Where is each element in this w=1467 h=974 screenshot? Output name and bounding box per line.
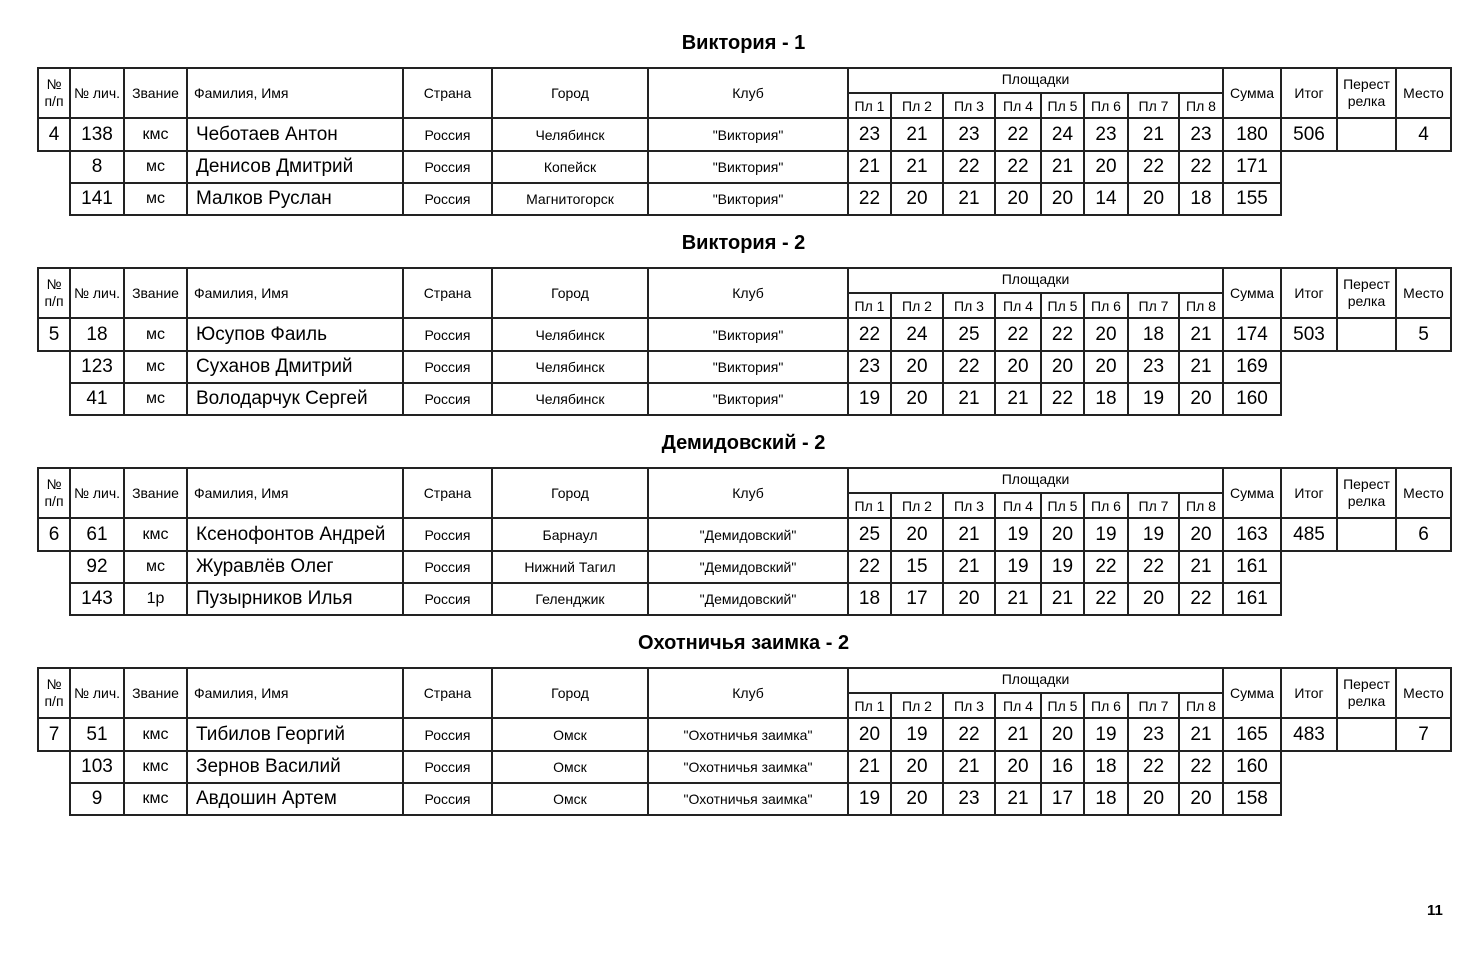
member-score-pl-1: 19 — [847, 382, 892, 416]
member-name: Денисов Дмитрий — [186, 150, 404, 184]
member-score-pl-1: 19 — [847, 782, 892, 816]
header-pp: № п/п — [37, 267, 71, 319]
member-score-pl-3: 21 — [942, 382, 996, 416]
member-score-pl-6: 22 — [1083, 550, 1129, 584]
member-zvanie: кмс — [123, 117, 188, 152]
member-score-pl-6: 20 — [1083, 350, 1129, 384]
member-name: Юсупов Фаиль — [186, 317, 404, 352]
header-pl-5: Пл 5 — [1040, 692, 1085, 719]
header-pl-4: Пл 4 — [994, 492, 1042, 519]
header-pl-1: Пл 1 — [847, 92, 892, 119]
member-score-pl-1: 20 — [847, 717, 892, 752]
header-pl-1: Пл 1 — [847, 492, 892, 519]
header-pl-1: Пл 1 — [847, 292, 892, 319]
member-score-pl-3: 21 — [942, 517, 996, 552]
member-score-pl-4: 19 — [994, 517, 1042, 552]
member-strana: Россия — [402, 382, 493, 416]
member-score-pl-7: 23 — [1127, 717, 1180, 752]
header-mesto: Место — [1395, 467, 1452, 519]
team-pp: 4 — [37, 117, 71, 152]
header-itog: Итог — [1280, 67, 1338, 119]
header-pp: № п/п — [37, 667, 71, 719]
member-score-pl-5: 20 — [1040, 517, 1085, 552]
member-score-pl-6: 19 — [1083, 717, 1129, 752]
member-score-pl-3: 21 — [942, 550, 996, 584]
member-score-pl-5: 22 — [1040, 382, 1085, 416]
member-score-pl-8: 21 — [1178, 550, 1224, 584]
member-score-pl-3: 23 — [942, 782, 996, 816]
member-score-pl-3: 25 — [942, 317, 996, 352]
member-klub: "Демидовский" — [647, 550, 849, 584]
team-mesto: 5 — [1395, 317, 1452, 352]
member-strana: Россия — [402, 582, 493, 616]
member-strana: Россия — [402, 350, 493, 384]
member-score-pl-8: 20 — [1178, 782, 1224, 816]
team-perestrelka — [1336, 117, 1397, 152]
member-name: Ксенофонтов Андрей — [186, 517, 404, 552]
member-lich: 51 — [69, 717, 125, 752]
member-strana: Россия — [402, 782, 493, 816]
member-score-pl-8: 22 — [1178, 150, 1224, 184]
header-gorod: Город — [491, 267, 649, 319]
header-pl-7: Пл 7 — [1127, 492, 1180, 519]
header-pl-3: Пл 3 — [942, 92, 996, 119]
member-summa: 180 — [1222, 117, 1282, 152]
header-ploshchadki: Площадки — [847, 67, 1224, 94]
header-pl-4: Пл 4 — [994, 292, 1042, 319]
team-itog: 506 — [1280, 117, 1338, 152]
member-klub: "Виктория" — [647, 317, 849, 352]
header-pl-6: Пл 6 — [1083, 292, 1129, 319]
member-name: Тибилов Георгий — [186, 717, 404, 752]
member-score-pl-4: 22 — [994, 150, 1042, 184]
member-klub: "Виктория" — [647, 382, 849, 416]
header-summa: Сумма — [1222, 467, 1282, 519]
member-score-pl-6: 20 — [1083, 317, 1129, 352]
member-score-pl-3: 22 — [942, 350, 996, 384]
member-score-pl-3: 21 — [942, 750, 996, 784]
team-mesto: 4 — [1395, 117, 1452, 152]
member-lich: 8 — [69, 150, 125, 184]
header-itog: Итог — [1280, 667, 1338, 719]
member-lich: 9 — [69, 782, 125, 816]
member-score-pl-4: 21 — [994, 382, 1042, 416]
header-gorod: Город — [491, 467, 649, 519]
header-zvanie: Звание — [123, 467, 188, 519]
header-pl-7: Пл 7 — [1127, 692, 1180, 719]
member-score-pl-2: 15 — [890, 550, 944, 584]
member-lich: 61 — [69, 517, 125, 552]
member-zvanie: 1р — [123, 582, 188, 616]
header-mesto: Место — [1395, 67, 1452, 119]
member-score-pl-6: 22 — [1083, 582, 1129, 616]
member-zvanie: мс — [123, 350, 188, 384]
member-name: Малков Руслан — [186, 182, 404, 216]
member-score-pl-5: 22 — [1040, 317, 1085, 352]
header-summa: Сумма — [1222, 267, 1282, 319]
member-score-pl-2: 17 — [890, 582, 944, 616]
member-summa: 160 — [1222, 750, 1282, 784]
member-zvanie: кмс — [123, 782, 188, 816]
member-score-pl-6: 23 — [1083, 117, 1129, 152]
member-score-pl-7: 21 — [1127, 117, 1180, 152]
header-ploshchadki: Площадки — [847, 267, 1224, 294]
member-gorod: Омск — [491, 782, 649, 816]
header-pl-6: Пл 6 — [1083, 492, 1129, 519]
member-strana: Россия — [402, 750, 493, 784]
member-score-pl-4: 20 — [994, 750, 1042, 784]
member-lich: 18 — [69, 317, 125, 352]
member-score-pl-1: 22 — [847, 550, 892, 584]
member-summa: 174 — [1222, 317, 1282, 352]
member-klub: "Демидовский" — [647, 517, 849, 552]
team-itog: 485 — [1280, 517, 1338, 552]
member-score-pl-6: 18 — [1083, 750, 1129, 784]
member-score-pl-7: 18 — [1127, 317, 1180, 352]
member-klub: "Виктория" — [647, 150, 849, 184]
page-number: 11 — [1427, 902, 1443, 919]
header-klub: Клуб — [647, 667, 849, 719]
header-mesto: Место — [1395, 667, 1452, 719]
member-score-pl-3: 21 — [942, 182, 996, 216]
header-pl-5: Пл 5 — [1040, 292, 1085, 319]
member-score-pl-7: 22 — [1127, 750, 1180, 784]
header-pl-3: Пл 3 — [942, 292, 996, 319]
member-score-pl-2: 19 — [890, 717, 944, 752]
member-score-pl-4: 21 — [994, 717, 1042, 752]
member-score-pl-7: 22 — [1127, 550, 1180, 584]
member-gorod: Магнитогорск — [491, 182, 649, 216]
member-name: Зернов Василий — [186, 750, 404, 784]
member-name: Володарчук Сергей — [186, 382, 404, 416]
member-score-pl-8: 18 — [1178, 182, 1224, 216]
header-name: Фамилия, Имя — [186, 467, 404, 519]
header-pl-3: Пл 3 — [942, 692, 996, 719]
header-klub: Клуб — [647, 67, 849, 119]
member-score-pl-8: 22 — [1178, 582, 1224, 616]
member-zvanie: кмс — [123, 517, 188, 552]
member-score-pl-3: 22 — [942, 150, 996, 184]
member-klub: "Виктория" — [647, 350, 849, 384]
header-klub: Клуб — [647, 267, 849, 319]
header-pl-4: Пл 4 — [994, 692, 1042, 719]
member-score-pl-7: 20 — [1127, 582, 1180, 616]
member-lich: 138 — [69, 117, 125, 152]
member-strana: Россия — [402, 550, 493, 584]
header-perestrelka: Перест релка — [1336, 667, 1397, 719]
member-strana: Россия — [402, 317, 493, 352]
member-score-pl-8: 21 — [1178, 350, 1224, 384]
member-score-pl-6: 20 — [1083, 150, 1129, 184]
member-zvanie: кмс — [123, 717, 188, 752]
header-pl-6: Пл 6 — [1083, 92, 1129, 119]
member-summa: 163 — [1222, 517, 1282, 552]
member-score-pl-5: 20 — [1040, 182, 1085, 216]
header-name: Фамилия, Имя — [186, 667, 404, 719]
team-itog: 503 — [1280, 317, 1338, 352]
header-strana: Страна — [402, 67, 493, 119]
member-score-pl-8: 20 — [1178, 517, 1224, 552]
member-klub: "Виктория" — [647, 182, 849, 216]
team-title: Виктория - 1 — [681, 32, 806, 54]
member-gorod: Челябинск — [491, 117, 649, 152]
header-strana: Страна — [402, 667, 493, 719]
member-score-pl-2: 20 — [890, 182, 944, 216]
team-perestrelka — [1336, 317, 1397, 352]
member-strana: Россия — [402, 717, 493, 752]
member-summa: 171 — [1222, 150, 1282, 184]
member-name: Чеботаев Антон — [186, 117, 404, 152]
header-pp: № п/п — [37, 67, 71, 119]
member-zvanie: мс — [123, 382, 188, 416]
member-score-pl-4: 21 — [994, 582, 1042, 616]
member-zvanie: мс — [123, 550, 188, 584]
member-score-pl-2: 21 — [890, 117, 944, 152]
member-zvanie: кмс — [123, 750, 188, 784]
member-gorod: Копейск — [491, 150, 649, 184]
member-score-pl-5: 19 — [1040, 550, 1085, 584]
member-score-pl-2: 24 — [890, 317, 944, 352]
header-pl-2: Пл 2 — [890, 92, 944, 119]
member-lich: 92 — [69, 550, 125, 584]
header-pp: № п/п — [37, 467, 71, 519]
member-score-pl-4: 21 — [994, 782, 1042, 816]
member-lich: 143 — [69, 582, 125, 616]
member-strana: Россия — [402, 182, 493, 216]
member-score-pl-4: 20 — [994, 350, 1042, 384]
member-lich: 41 — [69, 382, 125, 416]
header-pl-5: Пл 5 — [1040, 92, 1085, 119]
member-score-pl-7: 20 — [1127, 782, 1180, 816]
header-lich: № лич. — [69, 67, 125, 119]
member-score-pl-5: 24 — [1040, 117, 1085, 152]
member-lich: 141 — [69, 182, 125, 216]
team-mesto: 7 — [1395, 717, 1452, 752]
team-block — [0, 632, 1467, 867]
header-perestrelka: Перест релка — [1336, 67, 1397, 119]
header-pl-8: Пл 8 — [1178, 692, 1224, 719]
header-zvanie: Звание — [123, 667, 188, 719]
member-score-pl-1: 22 — [847, 182, 892, 216]
header-pl-2: Пл 2 — [890, 292, 944, 319]
team-mesto: 6 — [1395, 517, 1452, 552]
header-pl-8: Пл 8 — [1178, 92, 1224, 119]
member-lich: 123 — [69, 350, 125, 384]
member-summa: 161 — [1222, 582, 1282, 616]
team-perestrelka — [1336, 717, 1397, 752]
member-lich: 103 — [69, 750, 125, 784]
member-score-pl-2: 20 — [890, 382, 944, 416]
member-score-pl-6: 19 — [1083, 517, 1129, 552]
header-pl-7: Пл 7 — [1127, 292, 1180, 319]
member-gorod: Омск — [491, 717, 649, 752]
member-score-pl-7: 19 — [1127, 382, 1180, 416]
member-strana: Россия — [402, 117, 493, 152]
member-score-pl-7: 23 — [1127, 350, 1180, 384]
header-pl-8: Пл 8 — [1178, 292, 1224, 319]
member-name: Пузырников Илья — [186, 582, 404, 616]
member-summa: 160 — [1222, 382, 1282, 416]
member-gorod: Челябинск — [491, 382, 649, 416]
member-score-pl-5: 16 — [1040, 750, 1085, 784]
header-pl-3: Пл 3 — [942, 492, 996, 519]
header-pl-5: Пл 5 — [1040, 492, 1085, 519]
header-name: Фамилия, Имя — [186, 267, 404, 319]
header-strana: Страна — [402, 267, 493, 319]
header-zvanie: Звание — [123, 67, 188, 119]
member-score-pl-1: 23 — [847, 350, 892, 384]
header-pl-7: Пл 7 — [1127, 92, 1180, 119]
member-zvanie: мс — [123, 150, 188, 184]
member-klub: "Охотничья заимка" — [647, 782, 849, 816]
team-pp: 5 — [37, 317, 71, 352]
member-score-pl-4: 22 — [994, 117, 1042, 152]
member-score-pl-3: 20 — [942, 582, 996, 616]
member-klub: "Виктория" — [647, 117, 849, 152]
member-strana: Россия — [402, 517, 493, 552]
member-gorod: Барнаул — [491, 517, 649, 552]
member-gorod: Геленджик — [491, 582, 649, 616]
member-summa: 165 — [1222, 717, 1282, 752]
member-score-pl-6: 18 — [1083, 382, 1129, 416]
member-score-pl-8: 21 — [1178, 317, 1224, 352]
member-summa: 158 — [1222, 782, 1282, 816]
header-klub: Клуб — [647, 467, 849, 519]
header-mesto: Место — [1395, 267, 1452, 319]
member-score-pl-2: 21 — [890, 150, 944, 184]
member-score-pl-5: 21 — [1040, 150, 1085, 184]
member-score-pl-1: 23 — [847, 117, 892, 152]
header-name: Фамилия, Имя — [186, 67, 404, 119]
member-name: Суханов Дмитрий — [186, 350, 404, 384]
member-score-pl-5: 21 — [1040, 582, 1085, 616]
header-perestrelka: Перест релка — [1336, 467, 1397, 519]
team-pp: 7 — [37, 717, 71, 752]
header-itog: Итог — [1280, 467, 1338, 519]
team-title: Охотничья заимка - 2 — [637, 632, 850, 654]
member-score-pl-2: 20 — [890, 517, 944, 552]
member-gorod: Челябинск — [491, 350, 649, 384]
member-gorod: Омск — [491, 750, 649, 784]
header-lich: № лич. — [69, 267, 125, 319]
team-pp: 6 — [37, 517, 71, 552]
member-score-pl-3: 22 — [942, 717, 996, 752]
header-itog: Итог — [1280, 267, 1338, 319]
member-score-pl-8: 21 — [1178, 717, 1224, 752]
member-score-pl-3: 23 — [942, 117, 996, 152]
member-score-pl-1: 21 — [847, 750, 892, 784]
member-summa: 155 — [1222, 182, 1282, 216]
member-score-pl-7: 20 — [1127, 182, 1180, 216]
member-summa: 161 — [1222, 550, 1282, 584]
member-score-pl-2: 20 — [890, 350, 944, 384]
member-score-pl-5: 20 — [1040, 350, 1085, 384]
member-score-pl-5: 17 — [1040, 782, 1085, 816]
team-perestrelka — [1336, 517, 1397, 552]
header-pl-4: Пл 4 — [994, 92, 1042, 119]
member-score-pl-1: 18 — [847, 582, 892, 616]
header-pl-8: Пл 8 — [1178, 492, 1224, 519]
member-gorod: Нижний Тагил — [491, 550, 649, 584]
header-summa: Сумма — [1222, 667, 1282, 719]
member-klub: "Охотничья заимка" — [647, 717, 849, 752]
header-pl-2: Пл 2 — [890, 492, 944, 519]
member-score-pl-6: 18 — [1083, 782, 1129, 816]
member-klub: "Охотничья заимка" — [647, 750, 849, 784]
member-score-pl-8: 20 — [1178, 382, 1224, 416]
team-title: Демидовский - 2 — [661, 432, 826, 454]
header-lich: № лич. — [69, 467, 125, 519]
member-name: Журавлёв Олег — [186, 550, 404, 584]
member-score-pl-4: 20 — [994, 182, 1042, 216]
member-name: Авдошин Артем — [186, 782, 404, 816]
member-score-pl-2: 20 — [890, 782, 944, 816]
member-score-pl-1: 25 — [847, 517, 892, 552]
member-score-pl-1: 21 — [847, 150, 892, 184]
header-summa: Сумма — [1222, 67, 1282, 119]
header-ploshchadki: Площадки — [847, 667, 1224, 694]
member-score-pl-8: 23 — [1178, 117, 1224, 152]
team-itog: 483 — [1280, 717, 1338, 752]
header-pl-6: Пл 6 — [1083, 692, 1129, 719]
header-zvanie: Звание — [123, 267, 188, 319]
header-perestrelka: Перест релка — [1336, 267, 1397, 319]
header-lich: № лич. — [69, 667, 125, 719]
member-score-pl-7: 19 — [1127, 517, 1180, 552]
team-title: Виктория - 2 — [681, 232, 806, 254]
header-strana: Страна — [402, 467, 493, 519]
member-summa: 169 — [1222, 350, 1282, 384]
member-score-pl-4: 19 — [994, 550, 1042, 584]
header-ploshchadki: Площадки — [847, 467, 1224, 494]
member-score-pl-8: 22 — [1178, 750, 1224, 784]
header-gorod: Город — [491, 67, 649, 119]
member-score-pl-5: 20 — [1040, 717, 1085, 752]
member-score-pl-7: 22 — [1127, 150, 1180, 184]
member-score-pl-1: 22 — [847, 317, 892, 352]
header-gorod: Город — [491, 667, 649, 719]
header-pl-1: Пл 1 — [847, 692, 892, 719]
member-zvanie: мс — [123, 317, 188, 352]
member-zvanie: мс — [123, 182, 188, 216]
member-klub: "Демидовский" — [647, 582, 849, 616]
member-gorod: Челябинск — [491, 317, 649, 352]
member-score-pl-6: 14 — [1083, 182, 1129, 216]
member-score-pl-4: 22 — [994, 317, 1042, 352]
member-strana: Россия — [402, 150, 493, 184]
header-pl-2: Пл 2 — [890, 692, 944, 719]
member-score-pl-2: 20 — [890, 750, 944, 784]
